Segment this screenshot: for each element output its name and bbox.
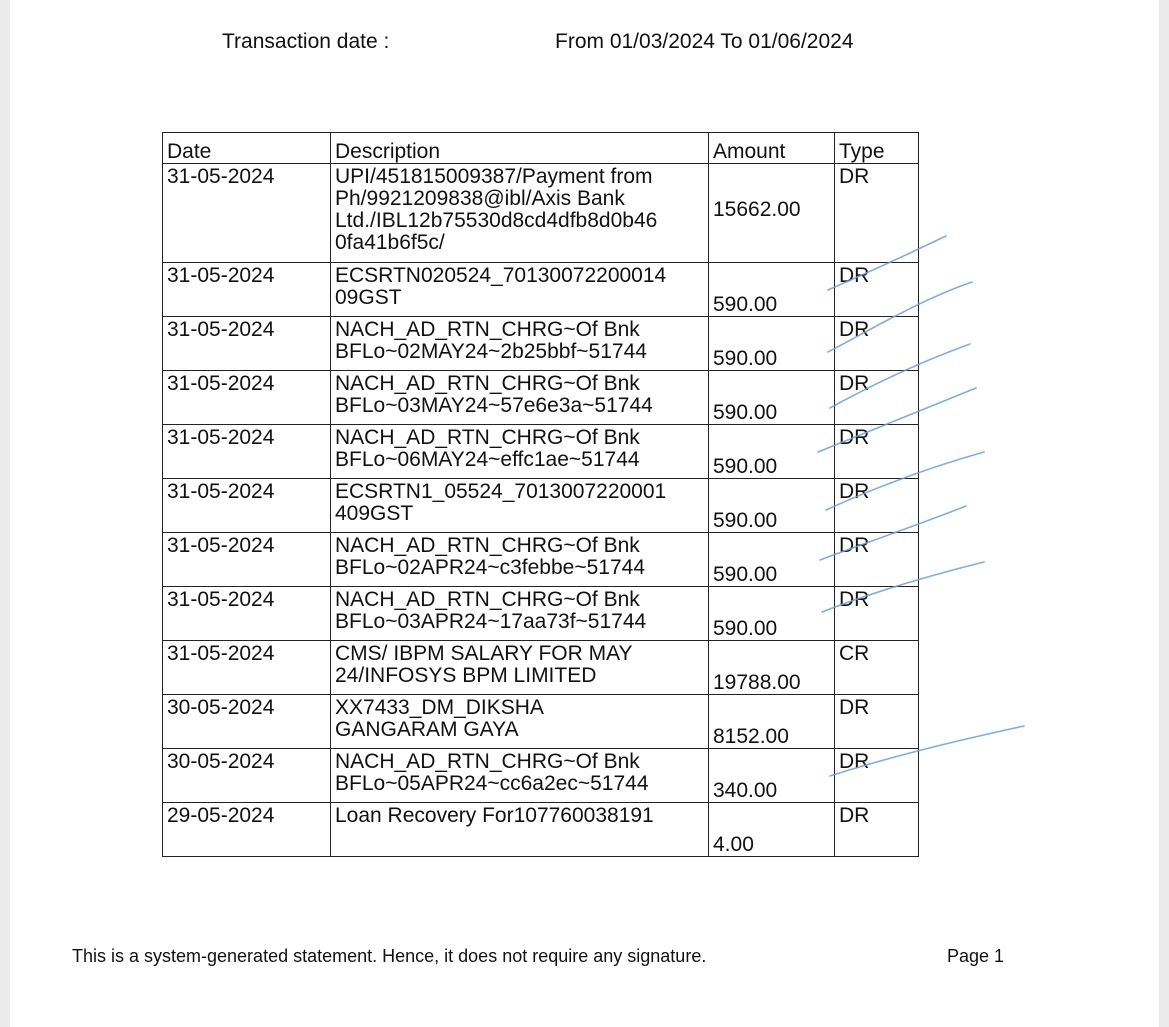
table-row [163,317,919,371]
table-row [163,533,919,587]
row-type: DR [835,479,919,533]
row-type: DR [835,749,919,803]
row-date: 31-05-2024 [163,479,331,533]
row-date: 31-05-2024 [163,371,331,425]
table-header-row [163,133,919,164]
row-description: NACH_AD_RTN_CHRG~Of Bnk BFLo~03MAY24~57e6e3a~51744 [331,371,709,425]
table-row [163,425,919,479]
row-date: 29-05-2024 [163,803,331,857]
column-header-description: Description [331,133,709,164]
row-date: 31-05-2024 [163,587,331,641]
table-row [163,641,919,695]
row-amount: 590.00 [709,263,835,317]
row-type: DR [835,263,919,317]
row-type: DR [835,587,919,641]
row-amount: 590.00 [709,371,835,425]
row-type: DR [835,317,919,371]
column-header-amount: Amount [709,133,835,164]
table-row [163,479,919,533]
row-description: ECSRTN020524_70130072200014 09GST [331,263,709,317]
table-row [163,263,919,317]
row-date: 31-05-2024 [163,317,331,371]
system-generated-note: This is a system-generated statement. Hence, it does not require any signature. [72,946,707,966]
row-amount: 8152.00 [709,695,835,749]
row-date: 31-05-2024 [163,533,331,587]
row-amount: 590.00 [709,317,835,371]
row-type: DR [835,425,919,479]
row-amount: 4.00 [709,803,835,857]
transaction-date-label: Transaction date : [222,30,390,53]
table-row [163,695,919,749]
transaction-date-range: From 01/03/2024 To 01/06/2024 [555,30,854,53]
row-description: NACH_AD_RTN_CHRG~Of Bnk BFLo~06MAY24~effc1ae~51744 [331,425,709,479]
row-description: XX7433_DM_DIKSHA GANGARAM GAYA [331,695,709,749]
row-date: 31-05-2024 [163,425,331,479]
row-amount: 340.00 [709,749,835,803]
row-type: DR [835,164,919,263]
column-header-type: Type [835,133,919,164]
transactions-table [162,132,919,857]
column-header-date: Date [163,133,331,164]
row-description: ECSRTN1_05524_7013007220001 409GST [331,479,709,533]
table-row [163,164,919,263]
row-amount: 590.00 [709,587,835,641]
row-amount: 19788.00 [709,641,835,695]
row-date: 30-05-2024 [163,695,331,749]
row-type: CR [835,641,919,695]
row-description: CMS/ IBPM SALARY FOR MAY 24/INFOSYS BPM LIMITED [331,641,709,695]
row-description: NACH_AD_RTN_CHRG~Of Bnk BFLo~05APR24~cc6a2ec~51744 [331,749,709,803]
table-row [163,803,919,857]
row-amount: 590.00 [709,479,835,533]
row-date: 31-05-2024 [163,263,331,317]
row-description: Loan Recovery For107760038191 [331,803,709,857]
row-type: DR [835,695,919,749]
row-type: DR [835,803,919,857]
row-description: NACH_AD_RTN_CHRG~Of Bnk BFLo~03APR24~17aa73f~51744 [331,587,709,641]
page-number: Page 1 [947,946,1005,966]
row-amount: 590.00 [709,425,835,479]
table-row [163,371,919,425]
row-date: 31-05-2024 [163,641,331,695]
row-type: DR [835,533,919,587]
row-type: DR [835,371,919,425]
row-amount: 15662.00 [709,164,835,263]
row-description: UPI/451815009387/Payment from Ph/9921209838@ibl/Axis Bank Ltd./IBL12b75530d8cd4dfb8d0b46 0fa41b6f5c/ [331,164,709,263]
row-description: NACH_AD_RTN_CHRG~Of Bnk BFLo~02MAY24~2b25bbf~51744 [331,317,709,371]
row-description: NACH_AD_RTN_CHRG~Of Bnk BFLo~02APR24~c3febbe~51744 [331,533,709,587]
row-date: 30-05-2024 [163,749,331,803]
row-amount: 590.00 [709,533,835,587]
table-row [163,587,919,641]
table-row [163,749,919,803]
row-date: 31-05-2024 [163,164,331,263]
